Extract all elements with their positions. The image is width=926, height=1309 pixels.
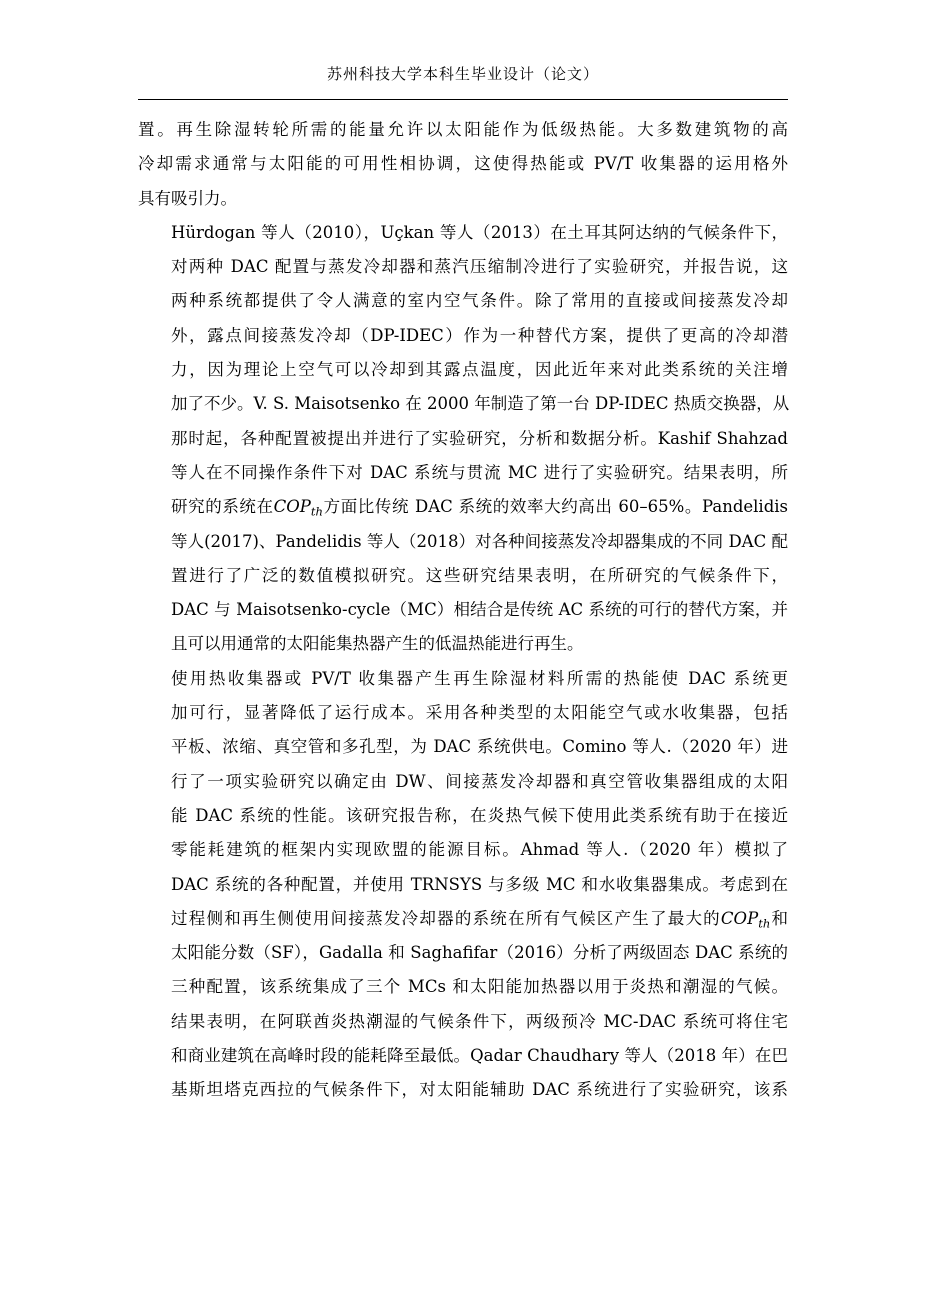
text-line-with-formula bbox=[138, 902, 788, 936]
cop-th-formula bbox=[273, 497, 323, 519]
text-line: 等人(2017)、Pandelidis 等人（2018）对各种间接蒸发冷却器集成的不同 DAC 配 bbox=[171, 531, 788, 551]
paragraph-2 bbox=[138, 216, 788, 662]
text-line: 两种系统都提供了令人满意的室内空气条件。除了常用的直接或间接蒸发冷却 bbox=[171, 291, 788, 311]
text-line: 置。再生除湿转轮所需的能量允许以太阳能作为低级热能。大多数建筑物的高 bbox=[138, 120, 788, 139]
text-line: 能 DAC 系统的性能。该研究报告称，在炎热气候下使用此类系统有助于在接近 bbox=[171, 805, 788, 825]
paragraph-1 bbox=[138, 113, 788, 216]
text-line: 加可行，显著降低了运行成本。采用各种类型的太阳能空气或水收集器，包括 bbox=[171, 703, 788, 723]
text-line: 外，露点间接蒸发冷却（DP-IDEC）作为一种替代方案，提供了更高的冷却潜 bbox=[171, 325, 788, 345]
body-text bbox=[138, 113, 788, 1108]
header-divider bbox=[138, 99, 788, 100]
text-line: DAC 系统的各种配置，并使用 TRNSYS 与多级 MC 和水收集器集成。考虑到在 bbox=[171, 874, 788, 894]
text-line: 加了不少。V. S. Maisotsenko 在 2000 年制造了第一台 DP-IDEC 热质交换器，从 bbox=[171, 394, 790, 414]
text-line: 且可以用通常的太阳能集热器产生的低温热能进行再生。 bbox=[171, 634, 584, 654]
text-line: 零能耗建筑的框架内实现欧盟的能源目标。Ahmad 等人.（2020 年）模拟了 bbox=[171, 840, 788, 860]
formula-base: COP bbox=[273, 497, 311, 517]
text-fragment: 方面比传统 DAC 系统的效率大约高出 60–65%。Pandelidis bbox=[322, 497, 789, 517]
text-line-with-formula bbox=[138, 490, 788, 524]
text-fragment: 研究的系统在 bbox=[171, 497, 274, 517]
text-line: 三种配置，该系统集成了三个 MCs 和太阳能加热器以用于炎热和潮湿的气候。 bbox=[171, 977, 788, 997]
paragraph-3 bbox=[138, 662, 788, 1108]
running-header: 苏州科技大学本科生毕业设计（论文） bbox=[326, 65, 599, 83]
text-line: 具有吸引力。 bbox=[138, 188, 237, 208]
text-line: 对两种 DAC 配置与蒸发冷却器和蒸汽压缩制冷进行了实验研究，并报告说，这 bbox=[171, 257, 788, 277]
text-fragment: 和 bbox=[770, 908, 789, 928]
text-line: 和商业建筑在高峰时段的能耗降至最低。Qadar Chaudhary 等人（2018 年）在巴 bbox=[171, 1046, 788, 1066]
text-line: 结果表明，在阿联酋炎热潮湿的气候条件下，两级预冷 MC-DAC 系统可将住宅 bbox=[171, 1011, 788, 1031]
formula-base: COP bbox=[720, 908, 759, 928]
text-line: Hürdogan 等人（2010），Uçkan 等人（2013）在土耳其阿达纳的气候条件下， bbox=[171, 222, 788, 242]
text-line: 那时起，各种配置被提出并进行了实验研究，分析和数据分析。Kashif Shahzad bbox=[171, 428, 788, 448]
formula-subscript: th bbox=[310, 504, 323, 519]
text-line: 平板、浓缩、真空管和多孔型，为 DAC 系统供电。Comino 等人.（2020 年）进 bbox=[171, 737, 788, 757]
text-line: 使用热收集器或 PV/T 收集器产生再生除湿材料所需的热能使 DAC 系统更 bbox=[171, 668, 788, 688]
text-line: DAC 与 Maisotsenko-cycle（MC）相结合是传统 AC 系统的可行的替代方案，并 bbox=[171, 600, 788, 620]
text-line: 行了一项实验研究以确定由 DW、间接蒸发冷却器和真空管收集器组成的太阳 bbox=[171, 771, 788, 791]
text-line: 冷却需求通常与太阳能的可用性相协调，这使得热能或 PV/T 收集器的运用格外 bbox=[138, 154, 788, 174]
cop-th-formula bbox=[720, 908, 771, 931]
formula-subscript: th bbox=[758, 916, 771, 931]
text-line: 太阳能分数（SF），Gadalla 和 Saghafifar（2016）分析了两级固态 DAC 系统的 bbox=[171, 943, 788, 963]
text-line: 置进行了广泛的数值模拟研究。这些研究结果表明，在所研究的气候条件下， bbox=[171, 565, 788, 585]
text-line: 等人在不同操作条件下对 DAC 系统与贯流 MC 进行了实验研究。结果表明，所 bbox=[171, 462, 788, 482]
text-line: 力，因为理论上空气可以冷却到其露点温度，因此近年来对此类系统的关注增 bbox=[171, 360, 788, 380]
text-line: 基斯坦塔克西拉的气候条件下，对太阳能辅助 DAC 系统进行了实验研究，该系 bbox=[171, 1080, 788, 1100]
text-fragment: 过程侧和再生侧使用间接蒸发冷却器的系统在所有气候区产生了最大的 bbox=[171, 908, 721, 928]
